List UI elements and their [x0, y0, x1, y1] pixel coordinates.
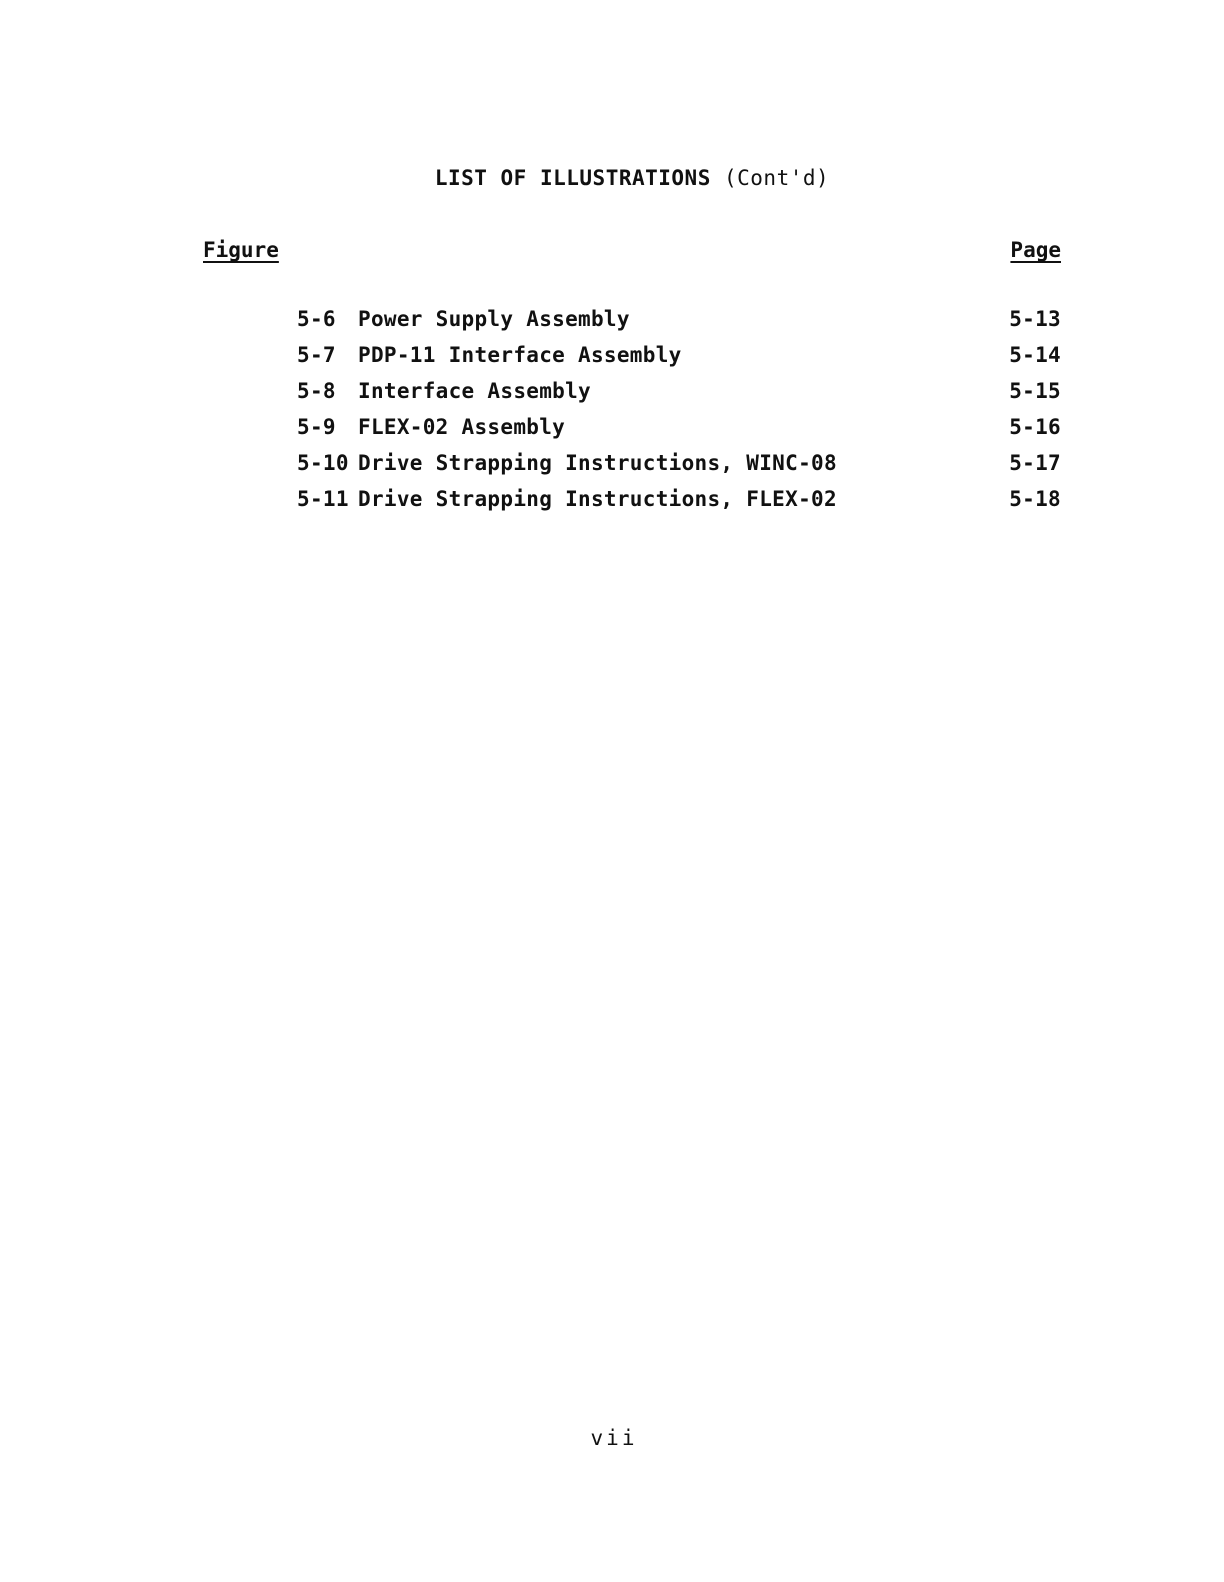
figure-number: 5-6	[297, 307, 336, 331]
list-item	[0, 487, 1224, 523]
figure-caption: FLEX-02 Assembly	[358, 415, 566, 439]
illustration-list	[0, 307, 1224, 523]
page-title	[0, 166, 1224, 190]
list-item	[0, 379, 1224, 415]
figure-page: 5-17	[1009, 451, 1061, 475]
title-suffix: (Cont'd)	[724, 166, 830, 190]
figure-page: 5-16	[1009, 415, 1061, 439]
list-item	[0, 307, 1224, 343]
figure-page: 5-13	[1009, 307, 1061, 331]
figure-number: 5-11	[297, 487, 349, 511]
list-item	[0, 451, 1224, 487]
figure-number: 5-10	[297, 451, 349, 475]
list-item	[0, 343, 1224, 379]
figure-page: 5-18	[1009, 487, 1061, 511]
list-item	[0, 415, 1224, 451]
figure-page: 5-15	[1009, 379, 1061, 403]
page-column-heading: Page	[1010, 238, 1061, 262]
figure-page: 5-14	[1009, 343, 1061, 367]
figure-caption: PDP-11 Interface Assembly	[358, 343, 682, 367]
figure-caption: Drive Strapping Instructions, FLEX-02	[358, 487, 837, 511]
figure-caption: Interface Assembly	[358, 379, 591, 403]
figure-caption: Power Supply Assembly	[358, 307, 630, 331]
figure-number: 5-9	[297, 415, 336, 439]
page-number: vii	[590, 1426, 638, 1450]
title-main: LIST OF ILLUSTRATIONS	[434, 166, 711, 190]
figure-number: 5-8	[297, 379, 336, 403]
figure-caption: Drive Strapping Instructions, WINC-08	[358, 451, 837, 475]
figure-number: 5-7	[297, 343, 336, 367]
figure-column-heading: Figure	[203, 238, 279, 262]
